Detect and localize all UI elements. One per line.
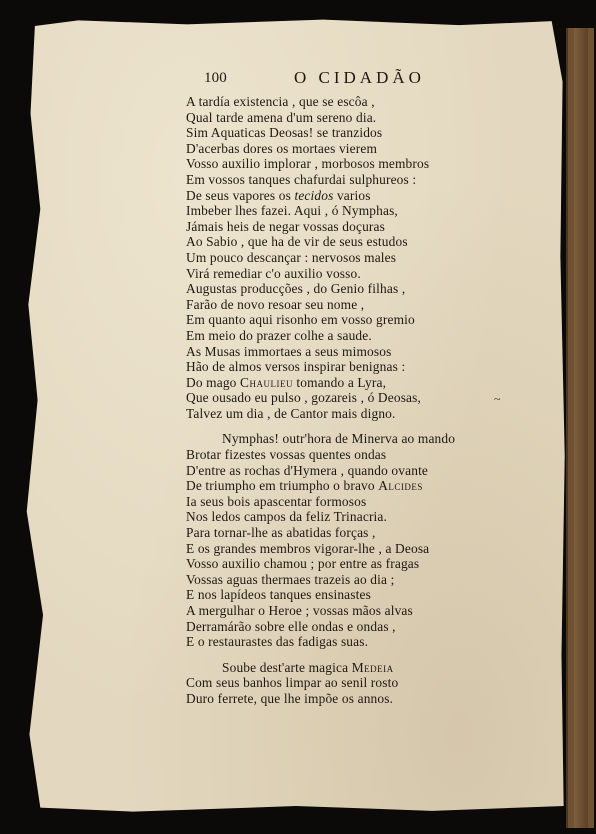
verse-line	[186, 390, 526, 406]
verse-text: D'acerbas dores os mortaes vierem	[186, 140, 378, 156]
verse-text: A tardía existencia , que se escôa ,	[186, 94, 375, 109]
verse-text: As Musas immortaes a seus mimosos	[186, 343, 392, 359]
verse-text: Com seus banhos limpar ao senil rosto	[186, 675, 399, 691]
verse-text: De seus vapores os	[186, 187, 295, 203]
verse-line	[186, 250, 526, 266]
verse-text: tomando a Lyra,	[292, 374, 387, 390]
verse-line	[186, 634, 526, 650]
verse-line	[186, 541, 526, 557]
verse-line	[186, 297, 526, 313]
verse-text: Brotar fizestes vossas quentes ondas	[186, 447, 387, 463]
verse-line	[186, 525, 526, 541]
verse-line	[186, 509, 526, 525]
verse-line	[186, 125, 526, 141]
verse-line	[186, 406, 526, 422]
poem	[186, 94, 526, 707]
verse-line	[186, 219, 526, 235]
verse-line	[186, 110, 526, 126]
verse-text: Ao Sabio , que ha de vir de seus estudos	[186, 234, 408, 250]
verse-text: Qual tarde amena d'um sereno dia.	[186, 109, 377, 125]
stanza	[186, 660, 526, 707]
verse-text: Vosso auxilio implorar , morbosos membros	[186, 156, 430, 172]
verse-text: Nos ledos campos da feliz Trinacria.	[186, 509, 388, 525]
verse-text: Em quanto aqui risonho em vosso gremio	[186, 312, 415, 328]
verse-line	[186, 660, 526, 676]
stanza	[186, 94, 526, 421]
verse-text: Nymphas! outr'hora de Minerva ao mando	[222, 431, 456, 447]
verse-text: Derramárão sobre elle ondas e ondas ,	[186, 618, 396, 634]
verse-text: Imbeber lhes fazei. Aqui , ó Nymphas,	[186, 203, 398, 219]
stanza	[186, 431, 526, 649]
verse-line	[186, 572, 526, 588]
verse-text: Hão de almos versos inspirar benignas :	[186, 359, 406, 375]
verse-line	[186, 447, 526, 463]
running-title: O CIDADÃO	[294, 68, 425, 87]
verse-text: Sim Aquaticas Deosas! se tranzidos	[186, 125, 383, 141]
verse-text: Farão de novo resoar seu nome ,	[186, 296, 365, 312]
verse-line	[186, 359, 526, 375]
verse-line	[186, 172, 526, 188]
verse-line	[186, 431, 526, 447]
verse-text: Em vossos tanques chafurdai sulphureos :	[186, 171, 417, 187]
verse-text: Jámais heis de negar vossas doçuras	[186, 218, 385, 234]
verse-line	[186, 203, 526, 219]
verse-text: Talvez um dia , de Cantor mais digno.	[186, 405, 396, 421]
verse-line	[186, 266, 526, 282]
verse-line	[186, 141, 526, 157]
verse-line	[186, 675, 526, 691]
page-header	[186, 70, 526, 94]
verse-line	[186, 234, 526, 250]
verse-line	[186, 328, 526, 344]
verse-line	[186, 281, 526, 297]
verse-text: Alcides	[378, 478, 423, 494]
verse-text: tecidos	[294, 187, 334, 203]
verse-text: De triumpho em triumpho o bravo	[186, 478, 379, 494]
page-text	[186, 70, 526, 707]
verse-line	[186, 691, 526, 707]
verse-text: A mergulhar o Heroe ; vossas mãos alvas	[186, 603, 413, 618]
verse-text: Em meio do prazer colhe a saude.	[186, 327, 372, 343]
verse-text: Vossas aguas thermaes trazeis ao dia ;	[186, 571, 395, 587]
verse-line	[186, 344, 526, 360]
verse-text: Do mago	[186, 374, 241, 390]
verse-line	[186, 587, 526, 603]
verse-text: Virá remediar c'o auxilio vosso.	[186, 265, 361, 281]
verse-text: D'entre as rochas d'Hymera , quando ovante	[186, 462, 429, 478]
verse-text: Vosso auxilio chamou ; por entre as fragas	[186, 556, 420, 572]
margin-mark: ~	[494, 392, 501, 406]
verse-line	[186, 478, 526, 494]
verse-text: E nos lapídeos tanques ensinastes	[186, 587, 371, 603]
verse-text: Que ousado eu pulso , gozareis , ó Deosas,	[186, 390, 422, 406]
verse-line	[186, 188, 526, 204]
verse-line	[186, 463, 526, 479]
verse-text: Medeia	[351, 659, 394, 675]
page-number: 100	[204, 70, 227, 86]
verse-text: Ia seus bois apascentar formosos	[186, 493, 367, 509]
verse-text: Soube dest'arte magica	[222, 659, 352, 675]
verse-line	[186, 603, 526, 619]
verse-text: varios	[333, 187, 371, 203]
verse-text: Chaulieu	[240, 374, 293, 390]
verse-text: Duro ferrete, que lhe impõe os annos.	[186, 690, 394, 706]
verse-line	[186, 156, 526, 172]
verse-line	[186, 619, 526, 635]
verse-line	[186, 94, 526, 110]
verse-line	[186, 312, 526, 328]
verse-line	[186, 375, 526, 391]
verse-text: Augustas producções , do Genio filhas ,	[186, 281, 406, 297]
verse-text: Para tornar-lhe as abatidas forças ,	[186, 525, 376, 541]
verse-text: E o restaurastes das fadigas suas.	[186, 634, 369, 650]
verse-line	[186, 556, 526, 572]
adjacent-page-edge	[566, 28, 594, 828]
verse-line	[186, 494, 526, 510]
verse-text: E os grandes membros vigorar-lhe , a Deosa	[186, 540, 430, 556]
verse-text: Um pouco descançar : nervosos males	[186, 249, 397, 265]
